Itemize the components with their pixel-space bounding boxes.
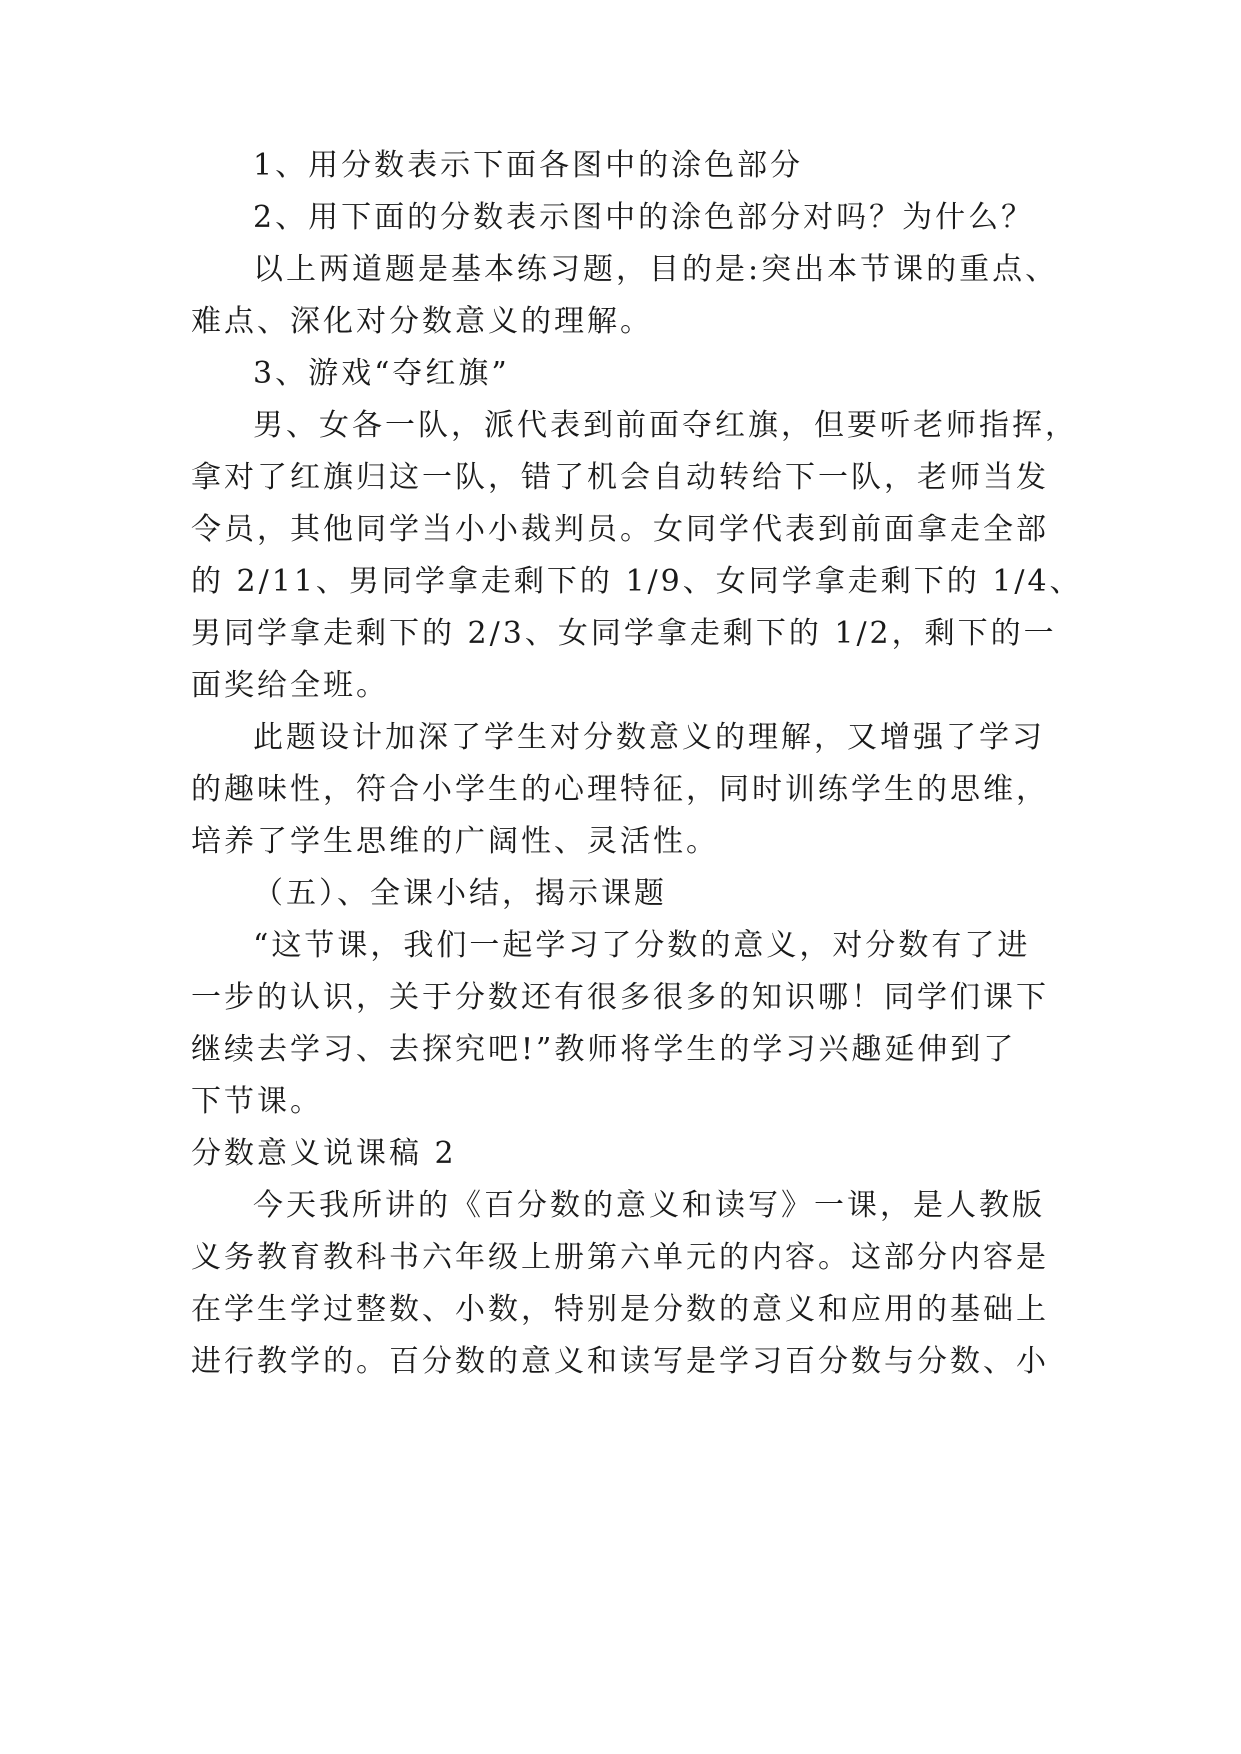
paragraph-line: 一步的认识，关于分数还有很多很多的知识哪！同学们课下: [191, 980, 1049, 1015]
paragraph-line: 男、女各一队，派代表到前面夺红旗，但要听老师指挥，: [253, 408, 1078, 443]
paragraph-line: 男同学拿走剩下的 2/3、女同学拿走剩下的 1/2，剩下的一: [191, 616, 1057, 651]
paragraph-line: 面奖给全班。: [191, 668, 389, 703]
paragraph-line: 下节课。: [191, 1084, 323, 1119]
paragraph-line: 在学生学过整数、小数，特别是分数的意义和应用的基础上: [191, 1292, 1049, 1327]
section-heading: （五）、全课小结，揭示课题: [253, 876, 667, 911]
paragraph-line: 3、游戏“夺红旗”: [253, 356, 510, 391]
paragraph-line: 的趣味性，符合小学生的心理特征，同时训练学生的思维，: [191, 772, 1049, 807]
paragraph-line: 此题设计加深了学生对分数意义的理解，又增强了学习: [253, 720, 1045, 755]
paragraph-line: 的 2/11、男同学拿走剩下的 1/9、女同学拿走剩下的 1/4、: [191, 564, 1083, 599]
paragraph-line: 难点、深化对分数意义的理解。: [191, 304, 653, 339]
paragraph-line: 今天我所讲的《百分数的意义和读写》一课，是人教版: [253, 1188, 1045, 1223]
paragraph-line: 2、用下面的分数表示图中的涂色部分对吗？为什么？: [253, 200, 1035, 235]
paragraph-line: 义务教育教科书六年级上册第六单元的内容。这部分内容是: [191, 1240, 1049, 1275]
paragraph-line: 拿对了红旗归这一队，错了机会自动转给下一队，老师当发: [191, 460, 1049, 495]
paragraph-line: 令员，其他同学当小小裁判员。女同学代表到前面拿走全部: [191, 512, 1049, 547]
paragraph-line: 继续去学习、去探究吧!”教师将学生的学习兴趣延伸到了: [191, 1032, 1017, 1067]
paragraph-line: 进行教学的。百分数的意义和读写是学习百分数与分数、小: [191, 1344, 1049, 1379]
paragraph-line: 以上两道题是基本练习题，目的是:突出本节课的重点、: [253, 252, 1059, 287]
paragraph-line: “这节课，我们一起学习了分数的意义，对分数有了进: [253, 928, 1031, 963]
paragraph-line: 培养了学生思维的广阔性、灵活性。: [191, 824, 719, 859]
paragraph-line: 1、用分数表示下面各图中的涂色部分: [253, 148, 804, 183]
document-subtitle: 分数意义说课稿 2: [191, 1136, 457, 1171]
